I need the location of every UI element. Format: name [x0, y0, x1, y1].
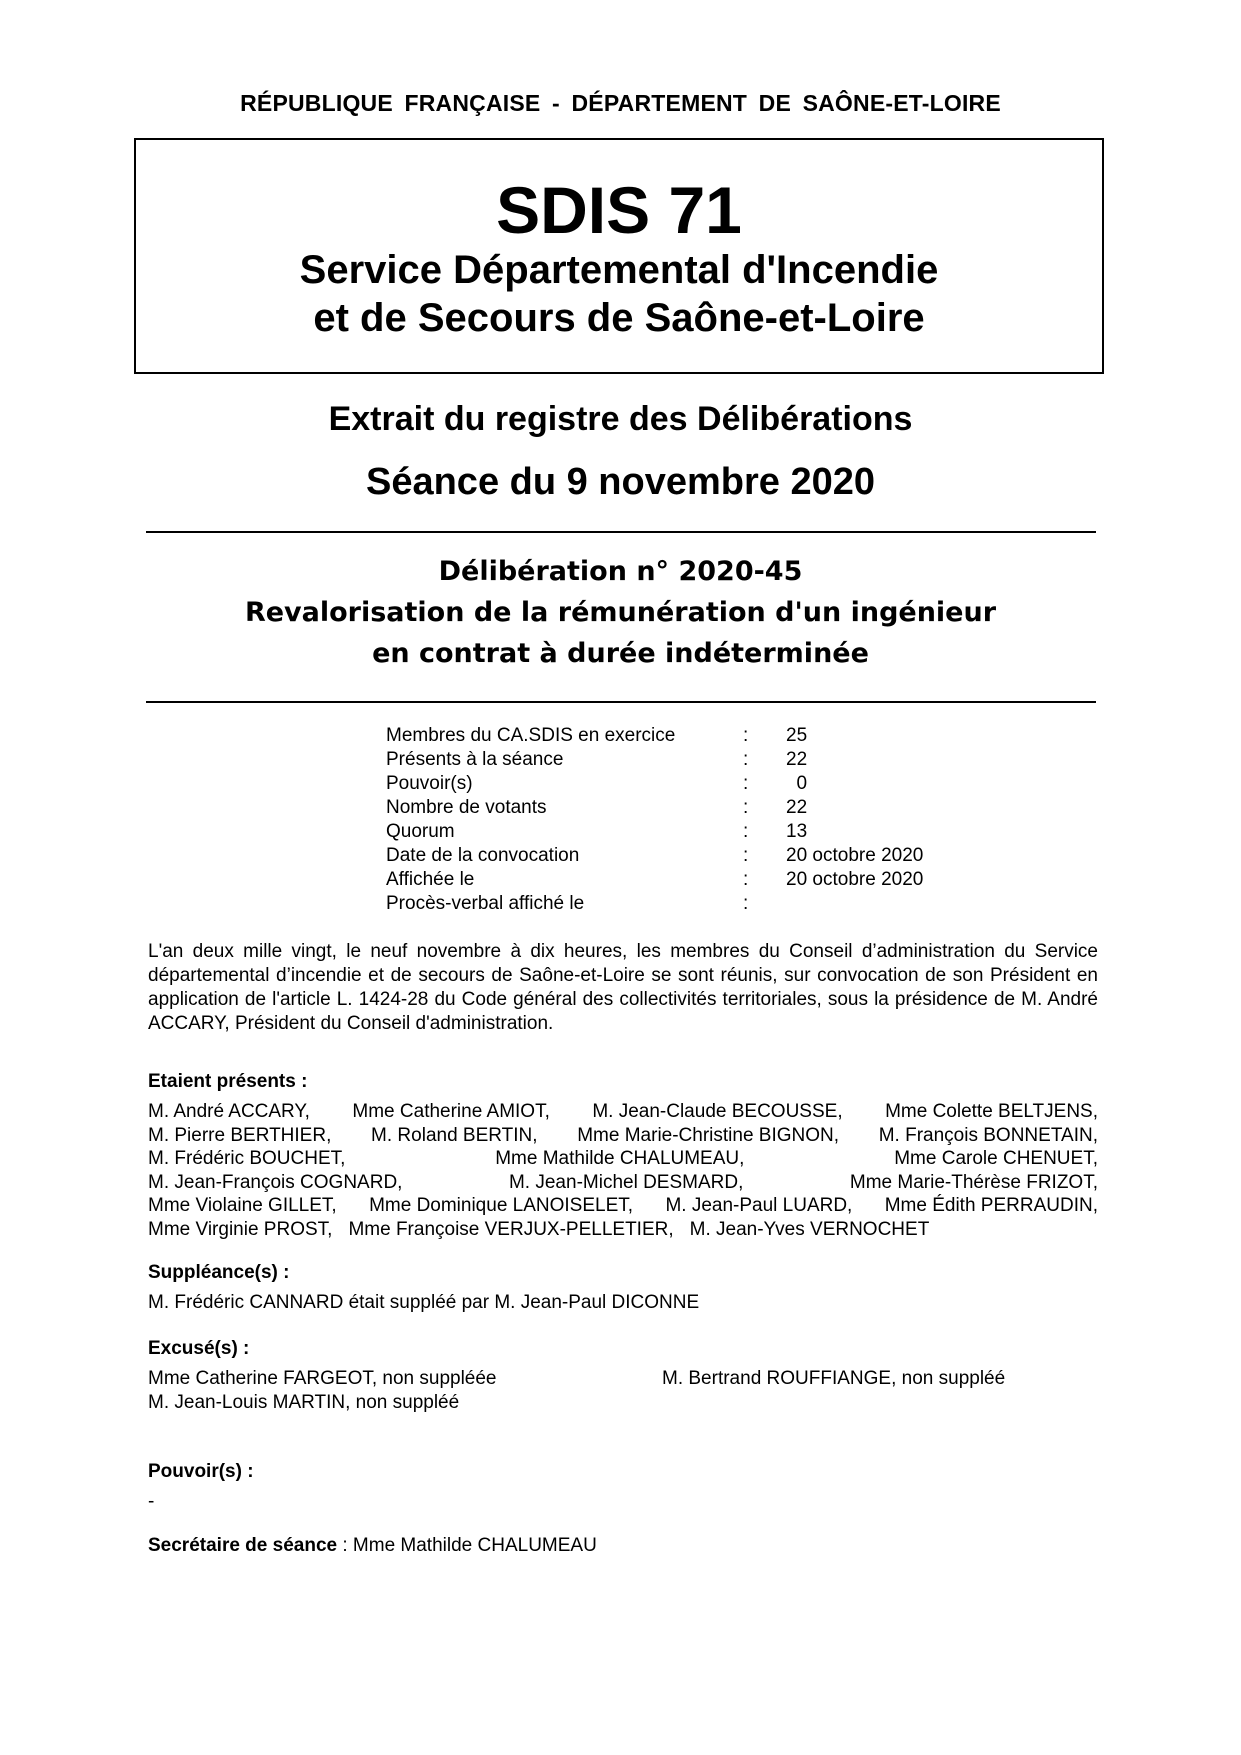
divider-bottom — [146, 701, 1096, 703]
stat-row — [386, 796, 986, 820]
stat-row — [386, 820, 986, 844]
stat-value: 25 — [786, 725, 808, 746]
pouvoirs-text: - — [148, 1491, 155, 1512]
stat-row — [386, 724, 986, 748]
member-name: M. Roland BERTIN, — [371, 1124, 538, 1146]
member-name: M. Pierre BERTHIER, — [148, 1124, 332, 1146]
org-name-line-1: Service Départemental d'Incendie — [299, 248, 939, 292]
excuses-heading: Excusé(s) : — [148, 1338, 250, 1359]
excuses-list — [148, 1367, 1098, 1415]
session-date: Séance du 9 novembre 2020 — [365, 461, 876, 503]
member-name: Mme Violaine GILLET, — [148, 1195, 337, 1216]
stat-colon: : — [743, 893, 749, 914]
deliberation-subject-line-2: en contrat à durée indéterminée — [372, 638, 869, 669]
member-name: M. Jean-François COGNARD, — [148, 1171, 403, 1193]
suppleance-heading: Suppléance(s) : — [148, 1262, 290, 1283]
stat-colon: : — [743, 821, 749, 842]
secretary-name: : Mme Mathilde CHALUMEAU — [337, 1535, 597, 1556]
member-name: Mme Édith PERRAUDIN, — [884, 1195, 1098, 1216]
member-name: M. Jean-Yves VERNOCHET — [689, 1218, 930, 1240]
stat-value: 20 octobre 2020 — [786, 869, 924, 890]
presents-heading: Etaient présents : — [148, 1071, 308, 1092]
stat-colon: : — [743, 725, 749, 746]
stat-label: Affichée le — [386, 869, 475, 890]
stat-colon: : — [743, 845, 749, 866]
member-name: M. Jean-Paul LUARD, — [665, 1195, 853, 1216]
excused-member: M. Bertrand ROUFFIANGE, non suppléé — [662, 1368, 1006, 1389]
member-name: M. Frédéric BOUCHET, — [148, 1148, 346, 1169]
session-secretary — [148, 1535, 597, 1557]
org-title-box — [134, 138, 1104, 374]
stat-colon: : — [743, 797, 749, 818]
excused-member: Mme Catherine FARGEOT, non suppléée — [148, 1368, 497, 1389]
deliberation-number: Délibération n° 2020-45 — [438, 556, 803, 587]
member-name: M. Jean-Michel DESMARD, — [508, 1171, 744, 1193]
member-name: Mme Colette BELTJENS, — [885, 1101, 1098, 1122]
member-name: Mme Dominique LANOISELET, — [369, 1195, 634, 1216]
divider-top — [146, 531, 1096, 533]
republic-header: RÉPUBLIQUE FRANÇAISE - DÉPARTEMENT DE SAÔNE-ET-LOIRE — [240, 90, 1001, 116]
stat-label: Quorum — [386, 821, 455, 842]
excused-member: M. Jean-Louis MARTIN, non suppléé — [148, 1392, 460, 1413]
org-name-line-2: et de Secours de Saône-et-Loire — [313, 296, 925, 340]
presents-line — [148, 1171, 1098, 1195]
member-name: Mme Mathilde CHALUMEAU, — [495, 1148, 745, 1169]
register-title: Extrait du registre des Délibérations — [328, 400, 913, 438]
stat-value: 22 — [786, 749, 808, 770]
stat-row — [386, 748, 986, 772]
stat-label: Nombre de votants — [386, 797, 547, 818]
presents-line — [148, 1100, 1098, 1124]
presents-line — [148, 1218, 1098, 1242]
stat-value: 0 — [786, 773, 808, 794]
stat-value: 20 octobre 2020 — [786, 845, 924, 866]
attendance-stats — [386, 724, 986, 916]
presents-line — [148, 1194, 1098, 1218]
stat-value: 13 — [786, 821, 808, 842]
member-name: Mme Carole CHENUET, — [894, 1148, 1098, 1169]
stat-label: Pouvoir(s) — [386, 773, 473, 794]
stat-label: Membres du CA.SDIS en exercice — [386, 725, 676, 746]
deliberation-subject-line-1: Revalorisation de la rémunération d'un ingénieur — [244, 597, 997, 628]
stat-colon: : — [743, 749, 749, 770]
stat-row — [386, 772, 986, 796]
member-name: M. André ACCARY, — [148, 1101, 310, 1122]
member-name: M. Jean-Claude BECOUSSE, — [592, 1101, 843, 1122]
member-name: M. François BONNETAIN, — [878, 1124, 1098, 1146]
member-name: Mme Marie-Christine BIGNON, — [577, 1124, 840, 1146]
pouvoirs-heading: Pouvoir(s) : — [148, 1461, 254, 1482]
stat-row — [386, 868, 986, 892]
excuses-line — [148, 1367, 1098, 1391]
suppleance-text: M. Frédéric CANNARD était suppléé par M. Jean-Paul DICONNE — [148, 1292, 700, 1313]
stat-value: 22 — [786, 797, 808, 818]
stat-label: Procès-verbal affiché le — [386, 893, 585, 914]
org-short-name: SDIS 71 — [496, 173, 742, 247]
stat-row — [386, 892, 986, 916]
intro-paragraph: L'an deux mille vingt, le neuf novembre à dix heures, les membres du Conseil d’administration du Service départemental d’incendie et de secours de Saône-et-Loire se sont réunis, sur convocation de son Président en application de l'article L. 1424-28 du Code général des collectivités territoriales, sous la présidence de M. André ACCARY, Président du Conseil d'administration. — [148, 941, 1098, 1034]
presents-list — [148, 1100, 1098, 1241]
member-name: Mme Catherine AMIOT, — [352, 1101, 550, 1122]
member-name: Mme Virginie PROST, — [148, 1218, 333, 1240]
stat-row — [386, 844, 986, 868]
presents-line — [148, 1147, 1098, 1171]
stat-colon: : — [743, 773, 749, 794]
stat-colon: : — [743, 869, 749, 890]
presents-line — [148, 1124, 1098, 1148]
secretary-label: Secrétaire de séance — [148, 1535, 338, 1556]
stat-label: Date de la convocation — [386, 845, 580, 866]
member-name: Mme Françoise VERJUX-PELLETIER, — [348, 1218, 674, 1240]
member-name: Mme Marie-Thérèse FRIZOT, — [849, 1171, 1098, 1193]
excuses-line — [148, 1391, 1098, 1415]
stat-label: Présents à la séance — [386, 749, 564, 770]
